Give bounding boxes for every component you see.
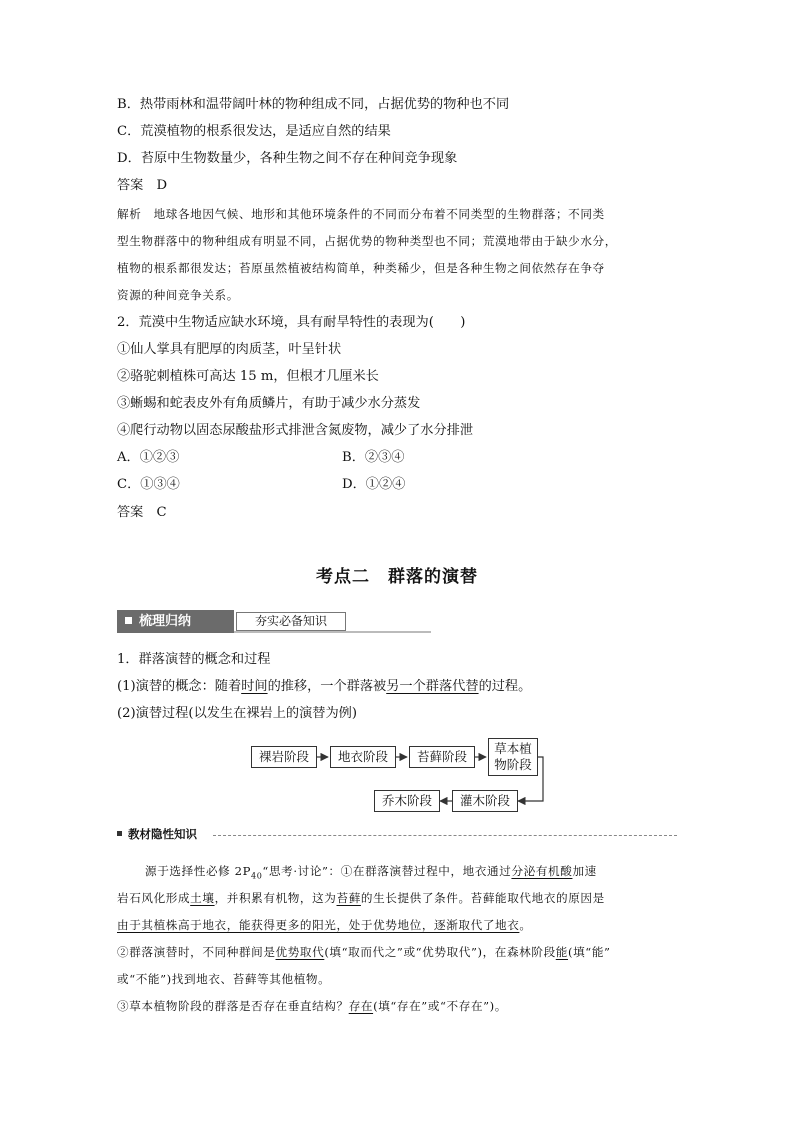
q1-option-b: B．热带雨林和温带阔叶林的物种组成不同，占据优势的物种也不同 [117,97,510,112]
hidden-knowledge-title: 教材隐性知识 [128,827,197,841]
stage-lichen: 地衣阶段 [330,746,396,768]
hidden-line-1 [145,862,597,885]
section-title: 考点二 群落的演替 [316,567,478,587]
q2-option-a: A．①②③ [117,450,180,465]
q2-item-4: ④爬行动物以固态尿酸盐形式排泄含氮废物，减少了水分排泄 [117,423,474,438]
concept-text: (1)演替的概念：随着 [117,679,242,694]
text: ，并积累有机物，这为 [214,891,337,905]
point1-title: 1．群落演替的概念和过程 [117,652,271,667]
stage-tree: 乔木阶段 [374,790,440,812]
banner-left-label: 梳理归纳 [139,614,192,629]
text: 的生长提供了条件。苔藓能取代地衣的原因是 [360,891,605,905]
text: 。 [519,918,532,932]
text: (填“能” [567,945,611,959]
text: “思考·讨论”：①在群落演替过程中，地衣通过 [262,864,512,878]
q1-answer: 答案 D [117,178,168,193]
hidden-line-6 [117,997,507,1015]
stage-shrub: 灌木阶段 [452,790,518,812]
text: (填“取而代之”或“优势取代”)，在森林阶段 [324,945,556,959]
q1-option-c: C．荒漠植物的根系很发达，是适应自然的结果 [117,124,391,139]
blank: 苔藓 [336,891,361,905]
point1-concept [117,678,531,696]
banner-right-label: 夯实必备知识 [236,612,346,631]
banner-left [117,610,234,633]
q2-item-2: ②骆驼刺植株可高达 15 m，但根才几厘米长 [117,369,379,384]
concept-text: 的推移，一个群落被 [267,679,387,694]
text: 源于选择性必修 2P [145,864,252,878]
text: 岩石风化形成 [117,891,191,905]
text: ②群落演替时，不同种群间是 [117,945,276,959]
blank: 能 [555,945,568,959]
q2-item-3: ③蜥蜴和蛇表皮外有角质鳞片，有助于减少水分蒸发 [117,396,421,411]
stage-herbaceous-line-2: 物阶段 [494,757,532,772]
q2-stem: 2．荒漠中生物适应缺水环境，具有耐旱特性的表现为( ) [117,315,466,330]
hidden-line-5: 或“不能”)找到地衣、苔藓等其他植物。 [117,972,331,986]
hidden-knowledge-header [117,826,677,844]
blank: 由于其植株高于地衣，能获得更多的阳光，处于优势地位，逐渐取代了地衣 [117,918,520,932]
hidden-line-3 [117,916,532,934]
q2-option-d: D．①②④ [342,477,406,492]
stage-herbaceous [488,738,538,776]
section-banner [117,610,431,633]
q2-answer: 答案 C [117,505,167,520]
text: (填“存在”或“不存在”)。 [373,999,507,1013]
q1-explanation-line-4: 资源的种间竞争关系。 [117,288,239,302]
blank: 分泌有机酸 [511,864,573,878]
hidden-line-2 [117,889,605,907]
hidden-line-4 [117,943,611,961]
stage-herbaceous-line-1: 草本植 [494,741,532,756]
blank: 存在 [348,999,374,1013]
stage-bare-rock: 裸岩阶段 [251,746,317,768]
text: ③草本植物阶段的群落是否存在垂直结构？ [117,999,349,1013]
square-bullet-icon [117,831,122,836]
blank: 土壤 [190,891,215,905]
concept-text: 的过程。 [478,679,532,694]
q2-option-b: B．②③④ [342,450,405,465]
banner-rule [234,631,431,633]
q1-explanation-line-1: 解析 地球各地因气候、地形和其他环境条件的不同而分布着不同类型的生物群落；不同类 [117,207,605,221]
blank: 优势取代 [275,945,325,959]
stage-moss: 苔藓阶段 [409,746,475,768]
point1-process: (2)演替过程(以发生在裸岩上的演替为例) [117,706,357,721]
q1-option-d: D．苔原中生物数量少，各种生物之间不存在种间竞争现象 [117,151,458,166]
square-bullet-icon [125,617,132,624]
concept-blank-1: 时间 [241,679,268,694]
q1-explanation-line-3: 植物的根系都很发达；苔原虽然植被结构简单，种类稀少，但是各种生物之间依然存在争夺 [117,261,605,275]
text: 加速 [572,864,597,878]
concept-blank-2: 另一个群落代替 [386,679,479,694]
q1-explanation-line-2: 型生物群落中的物种组成有明显不同，占据优势的物种类型也不同；荒漠地带由于缺少水分， [117,234,617,248]
dashed-rule [213,835,677,836]
q2-option-c: C．①③④ [117,477,180,492]
page-subscript: 40 [251,871,263,881]
q2-item-1: ①仙人掌具有肥厚的肉质茎，叶呈针状 [117,342,342,357]
